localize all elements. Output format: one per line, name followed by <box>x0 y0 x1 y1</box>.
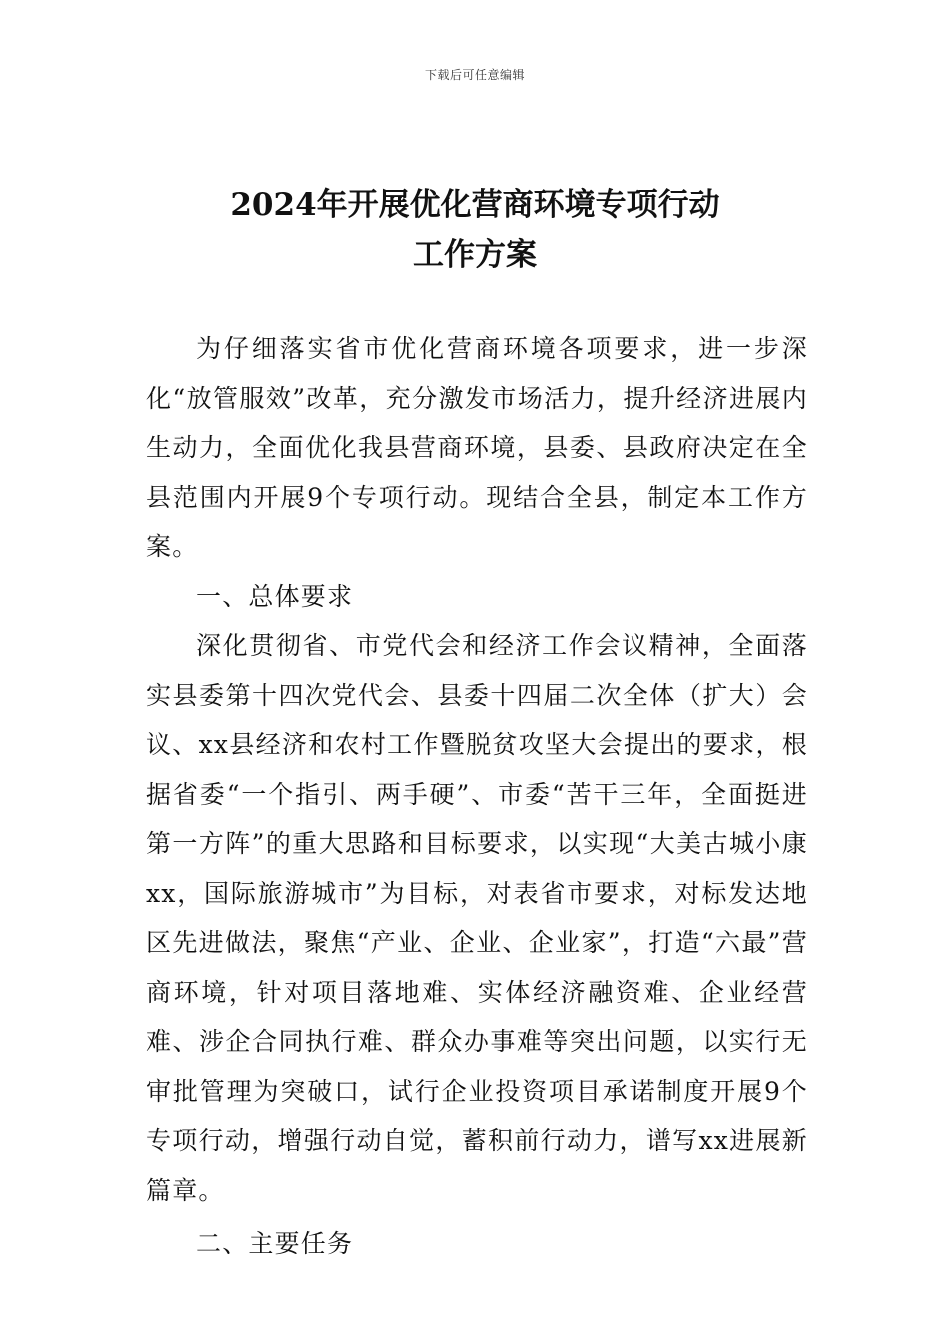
section-1-paragraph: 深化贯彻省、市党代会和经济工作会议精神，全面落实县委第十四次党代会、县委十四届二次全体（扩大）会议、xx县经济和农村工作暨脱贫攻坚大会提出的要求，根据省委“一个指引、两手硬”、市委“苦干三年，全面挺进第一方阵”的重大思路和目标要求，以实现“大美古城小康xx，国际旅游城市”为目标，对表省市要求，对标发达地区先进做法，聚焦“产业、企业、企业家”，打造“六最”营商环境，针对项目落地难、实体经济融资难、企业经营难、涉企合同执行难、群众办事难等突出问题，以实行无审批管理为突破口，试行企业投资项目承诺制度开展9个专项行动，增强行动自觉，蓄积前行动力，谱写xx进展新篇章。 <box>146 631 808 1205</box>
title-line-2: 工作方案 <box>413 237 537 273</box>
section-heading-1: 一、总体要求 <box>196 581 354 611</box>
intro-paragraph: 为仔细落实省市优化营商环境各项要求，进一步深化“放管服效”改革，充分激发市场活力，提升经济进展内生动力，全面优化我县营商环境，县委、县政府决定在全县范围内开展9个专项行动。现结合全县，制定本工作方案。 <box>146 334 808 561</box>
title-line-1: 2024年开展优化营商环境专项行动 <box>230 187 720 223</box>
header-note: 下载后可任意编辑 <box>424 68 525 82</box>
section-heading-2: 二、主要任务 <box>196 1229 354 1258</box>
document-title <box>0 180 950 280</box>
document-body <box>146 324 808 1269</box>
